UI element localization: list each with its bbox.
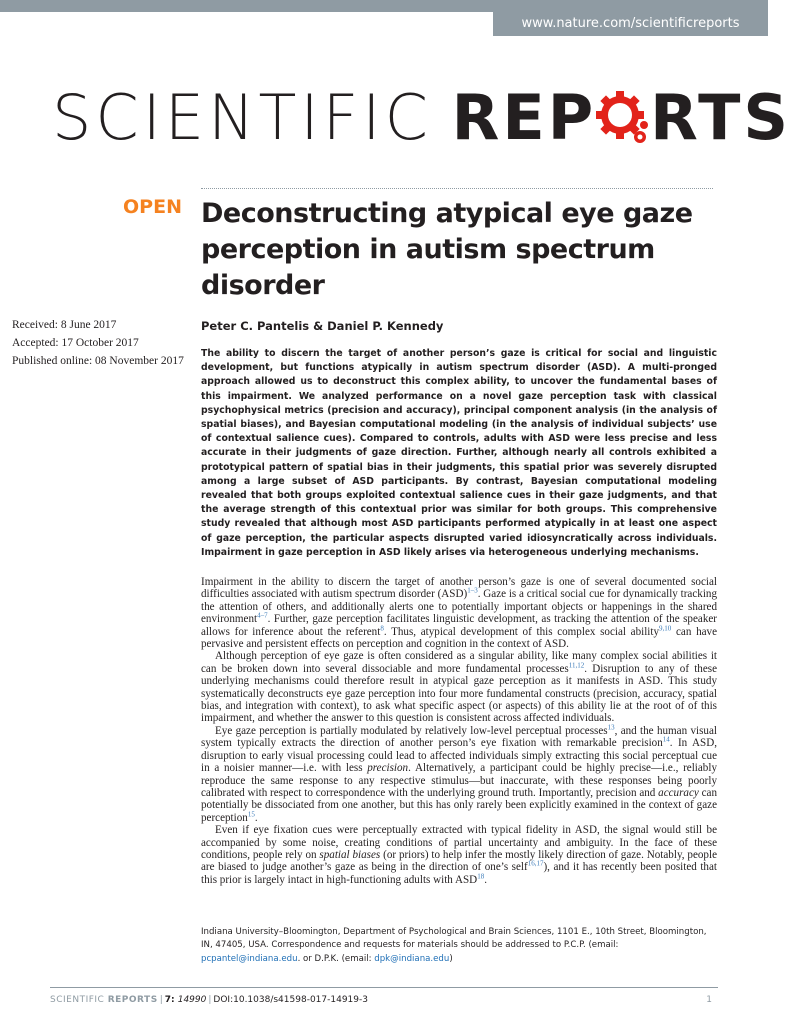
page-number: 1	[706, 995, 712, 1005]
masthead-scientific: SCIENTIFIC	[52, 81, 432, 154]
footer-divider	[50, 987, 718, 988]
article-title: Deconstructing atypical eye gaze perception in autism spectrum disorder	[201, 198, 693, 301]
article-dates	[12, 316, 192, 370]
gear-logo-icon	[596, 85, 650, 145]
published-date: Published online: 08 November 2017	[12, 355, 184, 367]
body-paragraph: Impairment in the ability to discern the target of another person’s gaze is one of several documented social difficulties associated with autism spectrum disorder (ASD)$^{1-3}$. Gaze is a critical social cue for dynamically tracking the attention of others, and additionally alerts one to potentially important objects or happenings in the shared environment$^{4-7}$. Further, gaze perception facilitates linguistic development, as tracking the attention of the speaker allows for inference about the referent$^8$. Thus, atypical development of this complex social ability$^{9,10}$ can have pervasive and persistent effects on perception and cognition in the context of ASD.	[201, 576, 718, 651]
citation-ref[interactable]: 15	[247, 810, 255, 819]
masthead-rep: REP	[451, 81, 597, 154]
footer-volume: 7:	[164, 995, 178, 1005]
email-link-pcp[interactable]: pcpantel@indiana.edu	[201, 953, 298, 964]
accepted-date: Accepted: 17 October 2017	[12, 337, 139, 349]
citation-ref[interactable]: 8	[380, 623, 384, 632]
citation-ref[interactable]: 18	[477, 872, 485, 881]
citation-ref[interactable]: 1–3	[467, 586, 478, 595]
footer-journal-name: SCIENTIFIC REPORTS	[50, 995, 158, 1005]
journal-url[interactable]: www.nature.com/scientificreports	[493, 12, 768, 36]
author-affiliation: Indiana University–Bloomington, Department of Psychological and Brain Sciences, 1101 E., 10th Street, Bloomington, IN, 47405, USA. Correspondence and requests for materials should be addressed to P.C.P. (email: pcpantel@indiana.edu. or D.P.K. (email: dpk@indiana.edu)	[201, 927, 707, 964]
page-footer: SCIENTIFIC REPORTS | 7: 14990 | DOI:10.1038/s41598-017-14919-3	[50, 995, 368, 1005]
body-paragraph: Although perception of eye gaze is often considered as a singular ability, like many complex social abilities it can be broken down into several dissociable and more fundamental processes$^{11,12}$. Disruption to any of these underlying mechanisms could therefore result in atypical gaze perception as it manifests in ASD. This study systematically deconstructs eye gaze perception into four more fundamental constructs (precision, accuracy, spatial bias, and integration with context), to ask what specific aspect (or aspects) of this ability lie at the root of of this impairment, and whether the answer to this question is consistent across affected individuals.	[201, 650, 718, 725]
masthead-rts: RTS	[650, 81, 791, 154]
body-paragraph: Even if eye fixation cues were perceptually extracted with typical fidelity in ASD, the signal would still be accompanied by some noise, creating conditions of partial uncertainty and ambiguity. In the face of these conditions, people rely on spatial biases (or priors) to help infer the mostly likely direction of gaze. Notably, people are biased to judge another’s gaze as being in the direction of one’s self$^{16,17}$), and it has recently been posited that this prior is largely intact in high-functioning adults with ASD$^{18}$.	[201, 824, 717, 886]
journal-masthead	[52, 78, 791, 158]
citation-ref[interactable]: 11,12	[568, 661, 585, 670]
footer-article-number: 14990	[177, 995, 207, 1005]
email-link-dpk[interactable]: dpk@indiana.edu	[374, 953, 450, 964]
body-paragraph: Eye gaze perception is partially modulated by relatively low-level perceptual processes$^{13}$, and the human visual system typically extracts the direction of another person’s eye fixation with remarkable precision$^{14}$. In ASD, disruption to early visual processing could lead to affected individuals simply extracting this social perceptual cue in a noisier manner—i.e. with less precision. Alternatively, a participant could be highly precise—i.e., reliably reproduce the same response to any respective stimulus—but inaccurate, with these responses being poorly calibrated with respect to correspondence with the underlying ground truth. Importantly, precision and accuracy can potentially be dissociated from one another, but this has only rarely been explicitly examined in the context of gaze perception$^{15}$.	[201, 723, 717, 824]
open-access-label: OPEN	[123, 196, 182, 218]
top-color-bar	[0, 0, 768, 12]
author-list: Peter C. Pantelis & Daniel P. Kennedy	[201, 319, 444, 333]
header-divider	[201, 188, 713, 189]
citation-ref[interactable]: 13	[607, 723, 615, 732]
citation-ref[interactable]: 14	[662, 735, 670, 744]
received-date: Received: 8 June 2017	[12, 319, 117, 331]
article-body	[201, 576, 717, 886]
footer-doi[interactable]: DOI:10.1038/s41598-017-14919-3	[213, 995, 368, 1005]
citation-ref[interactable]: 4–7	[257, 611, 268, 620]
abstract: The ability to discern the target of another person’s gaze is critical for social and linguistic development, but functions atypically in autism spectrum disorder (ASD). A multi-pronged approach allowed us to deconstruct this complex ability, to uncover the fundamental bases of this impairment. We analyzed performance on a novel gaze perception task with classical psychophysical metrics (precision and accuracy), principal component analysis (in the analysis of spatial biases), and Bayesian computational modeling (in the analysis of individual subjects’ use of contextual salience cues). Compared to controls, adults with ASD were less precise and less accurate in their judgments of gaze direction. Further, although nearly all controls exhibited a prototypical pattern of spatial bias in their judgments, this spatial prior was severely disrupted among a large subset of ASD participants. By contrast, Bayesian computational modeling revealed that both groups exploited contextual salience cues in their gaze judgments, and that the average strength of this contextual prior was similar for both groups. This comprehensive study revealed that although most ASD participants performed atypically in at least one aspect of gaze perception, the particular aspects disrupted varied idiosyncratically across individuals. Impairment in gaze perception in ASD likely arises via heterogeneous underlying mechanisms.	[201, 348, 717, 558]
citation-ref[interactable]: 9,10	[659, 623, 672, 632]
citation-ref[interactable]: 16,17	[527, 859, 544, 868]
